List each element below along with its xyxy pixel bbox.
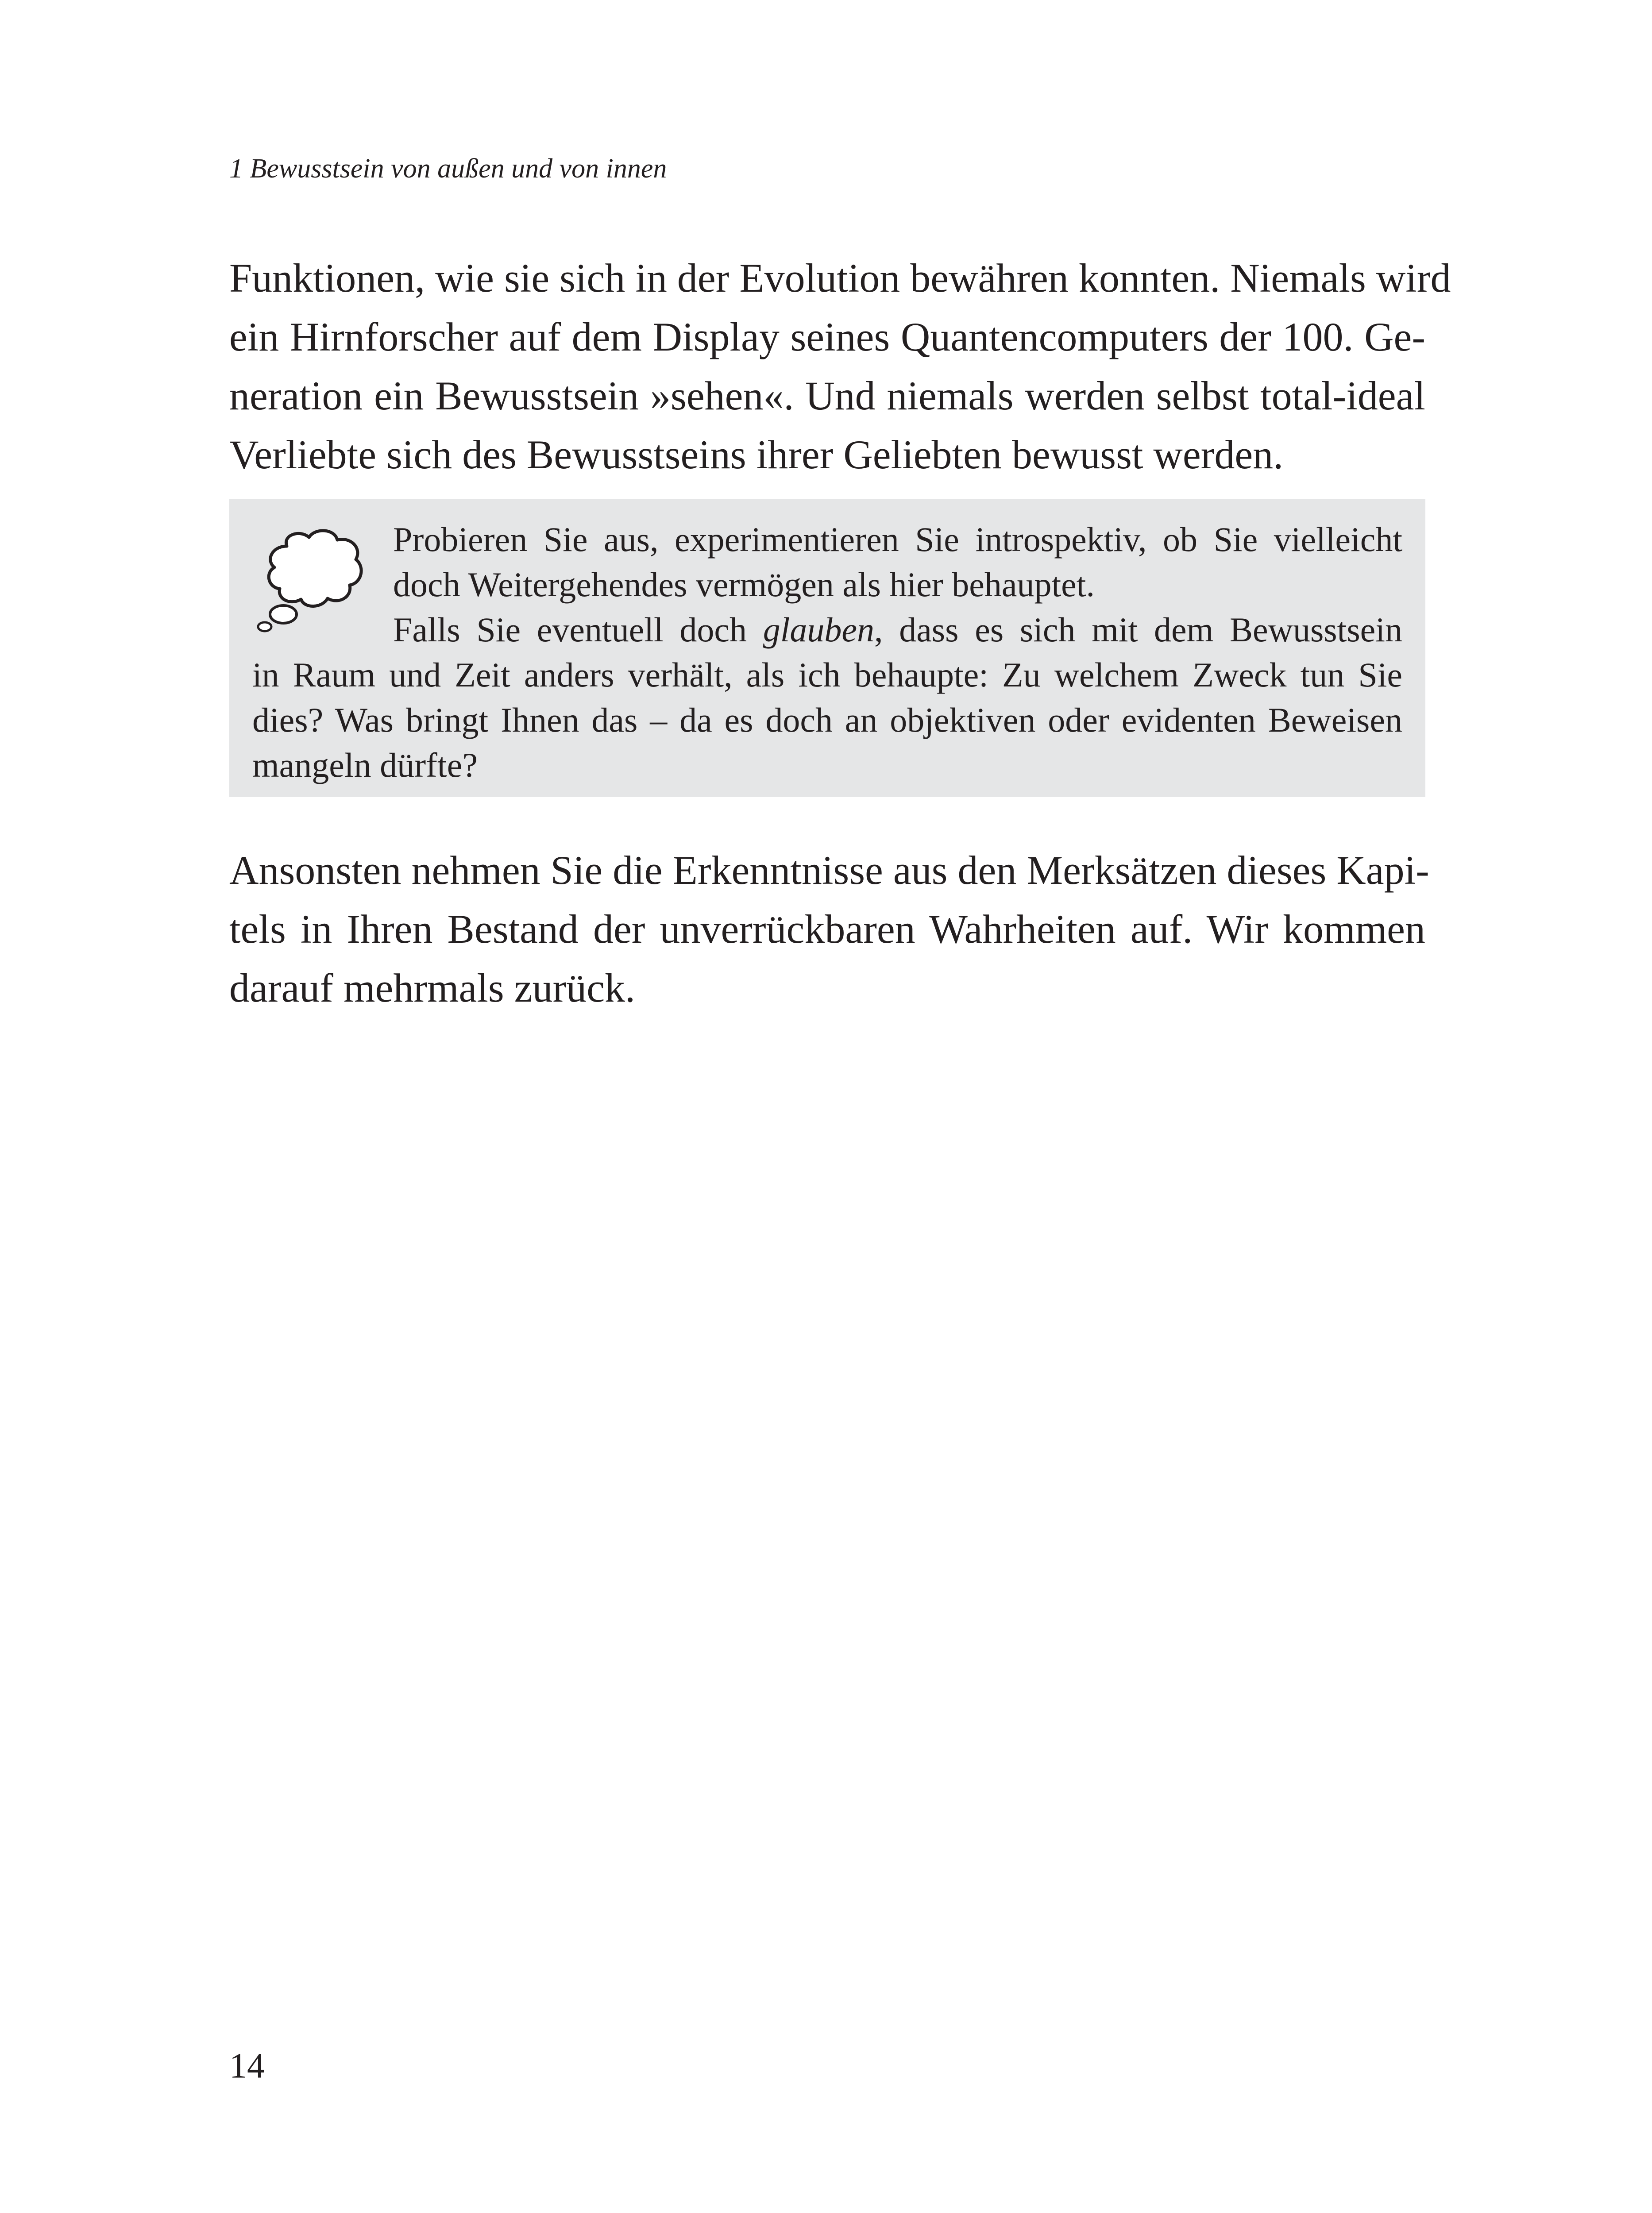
box-line-segment: Falls Sie eventuell doch [393,610,763,649]
box-line: dies? Was bringt Ihnen das – da es doch an objektiven oder evidenten Beweisen [252,701,1402,739]
running-head: 1 Bewusstsein von außen und von innen [229,154,667,184]
box-line-segment: , dass es sich mit dem Bewusstsein [874,610,1402,649]
paragraph-line: tels in Ihren Bestand der unverrückbaren Wahrheiten auf. Wir kommen [229,906,1425,952]
emphasis-glauben: glauben [763,610,874,649]
paragraph-line: Verliebte sich des Bewusstseins ihrer Geliebten bewusst werden. [229,432,1284,477]
box-line: mangeln dürfte? [252,746,478,784]
body-paragraph-1 [229,249,1451,484]
page-number: 14 [229,2047,265,2086]
paragraph-line: Ansonsten nehmen Sie die Erkenntnisse aus den Merksätzen dieses Kapi- [229,848,1429,893]
paragraph-line: Funktionen, wie sie sich in der Evolution bewähren konnten. Niemals wird [229,255,1451,301]
box-line: doch Weitergehendes vermögen als hier behauptet. [393,565,1095,604]
box-line: in Raum und Zeit anders verhält, als ich behaupte: Zu welchem Zweck tun Sie [252,655,1402,694]
box-line [393,607,1402,652]
paragraph-line: darauf mehrmals zurück. [229,965,636,1010]
body-paragraph-2 [229,841,1429,1018]
paragraph-line: neration ein Bewusstsein »sehen«. Und niemals werden selbst total-ideal [229,373,1425,418]
thought-box [229,499,1425,797]
paragraph-line: ein Hirnforscher auf dem Display seines Quantencomputers der 100. Ge- [229,314,1425,359]
thought-box-text [252,517,1402,788]
box-line: Probieren Sie aus, experimentieren Sie introspektiv, ob Sie vielleicht [393,520,1402,559]
